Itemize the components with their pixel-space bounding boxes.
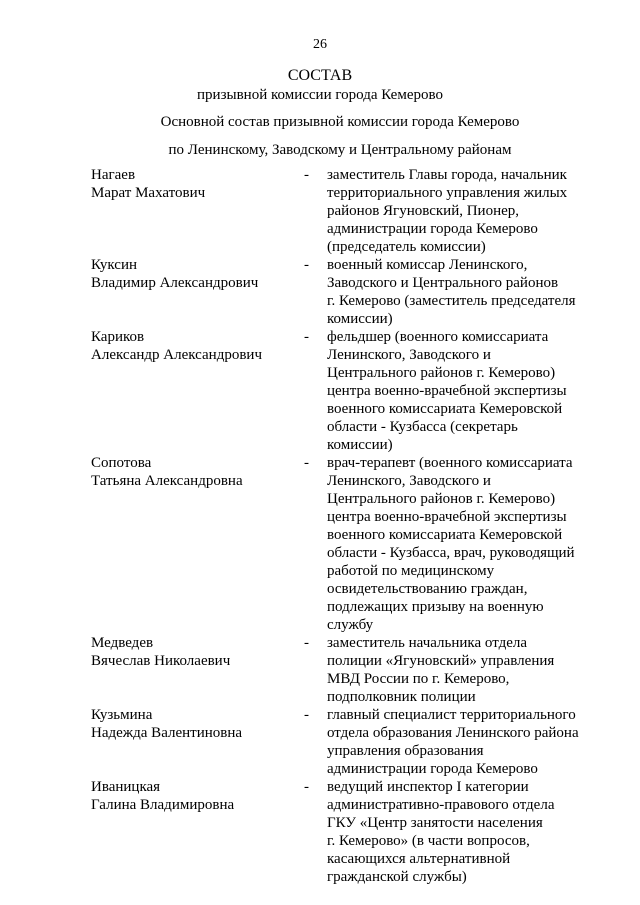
member-position-line: управления образования [327, 743, 484, 759]
member-given-names: Вячеслав Николаевич [91, 653, 231, 669]
member-dash: - [304, 257, 309, 273]
member-position-line: области - Кузбасса (секретарь [327, 419, 518, 435]
member-position-line: Ленинского, Заводского и [327, 347, 491, 363]
member-dash: - [304, 455, 309, 471]
member-position-line: военного комиссариата Кемеровской [327, 401, 563, 417]
member-position [327, 706, 597, 778]
member-position-line: центра военно-врачебной экспертизы [327, 509, 567, 525]
member-position-line: территориального управления жилых [327, 185, 568, 201]
member-position-line: области - Кузбасса, врач, руководящий [327, 545, 575, 561]
member-position-line: освидетельствованию граждан, [327, 581, 528, 597]
member-row [91, 454, 601, 634]
member-row [91, 706, 601, 778]
member-row [91, 634, 601, 706]
member-row [91, 328, 601, 454]
document-title: СОСТАВ [287, 67, 353, 84]
member-position-line: касающихся альтернативной [327, 851, 511, 867]
member-dash: - [304, 329, 309, 345]
section-heading-main: Основной состав призывной комиссии города Кемерово [160, 114, 520, 130]
member-position [327, 166, 597, 256]
member-row [91, 166, 601, 256]
member-position [327, 328, 597, 454]
member-surname: Кузьмина [91, 707, 153, 723]
member-name [91, 328, 304, 454]
member-position [327, 634, 597, 706]
member-position-line: (председатель комиссии) [327, 239, 486, 255]
member-dash: - [304, 779, 309, 795]
member-position-line: заместитель начальника отдела [327, 635, 527, 651]
members-list [91, 166, 601, 886]
member-name [91, 166, 304, 256]
member-name [91, 706, 304, 778]
member-position-line: врач-терапевт (военного комиссариата [327, 455, 573, 471]
member-name [91, 634, 304, 706]
member-position-line: отдела образования Ленинского района [327, 725, 579, 741]
member-dash: - [304, 635, 309, 651]
member-position-line: гражданской службы) [327, 869, 467, 885]
member-surname: Кариков [91, 329, 145, 345]
member-position-line: Ленинского, Заводского и [327, 473, 491, 489]
member-position-line: администрации города Кемерово [327, 761, 538, 777]
member-position-line: службу [327, 617, 374, 633]
section-heading-districts: по Ленинскому, Заводскому и Центральному районам [168, 142, 512, 158]
member-row [91, 778, 601, 886]
member-row [91, 256, 601, 328]
member-position-line: подлежащих призыву на военную [327, 599, 544, 615]
member-surname: Иваницкая [91, 779, 161, 795]
member-position-line: администрации города Кемерово [327, 221, 538, 237]
member-given-names: Марат Махатович [91, 185, 206, 201]
member-position-line: районов Ягуновский, Пионер, [327, 203, 520, 219]
member-position-line: военного комиссариата Кемеровской [327, 527, 563, 543]
member-given-names: Надежда Валентиновна [91, 725, 243, 741]
member-position-line: Центрального районов г. Кемерово) [327, 491, 556, 507]
page-number: 26 [313, 37, 327, 52]
member-name [91, 778, 304, 886]
member-position-line: полиции «Ягуновский» управления [327, 653, 555, 669]
member-position-line: центра военно-врачебной экспертизы [327, 383, 567, 399]
member-given-names: Галина Владимировна [91, 797, 235, 813]
member-position-line: ГКУ «Центр занятости населения [327, 815, 543, 831]
member-position-line: г. Кемерово (заместитель председателя [327, 293, 576, 309]
member-position-line: Заводского и Центрального районов [327, 275, 559, 291]
member-name [91, 454, 304, 634]
member-position-line: комиссии) [327, 311, 393, 327]
member-position-line: заместитель Главы города, начальник [327, 167, 567, 183]
member-position-line: МВД России по г. Кемерово, [327, 671, 510, 687]
member-position-line: фельдшер (военного комиссариата [327, 329, 549, 345]
member-position [327, 256, 597, 328]
member-position-line: г. Кемерово» (в части вопросов, [327, 833, 530, 849]
member-position-line: ведущий инспектор I категории [327, 779, 529, 795]
member-surname: Медведев [91, 635, 154, 651]
member-surname: Сопотова [91, 455, 152, 471]
member-given-names: Александр Александрович [91, 347, 262, 363]
member-position-line: Центрального районов г. Кемерово) [327, 365, 556, 381]
member-dash: - [304, 167, 309, 183]
member-surname: Куксин [91, 257, 138, 273]
member-position [327, 454, 597, 634]
member-surname: Нагаев [91, 167, 136, 183]
member-position [327, 778, 597, 886]
member-position-line: административно-правового отдела [327, 797, 555, 813]
member-position-line: главный специалист территориального [327, 707, 576, 723]
member-name [91, 256, 304, 328]
member-given-names: Владимир Александрович [91, 275, 259, 291]
member-position-line: комиссии) [327, 437, 393, 453]
member-position-line: военный комиссар Ленинского, [327, 257, 528, 273]
member-dash: - [304, 707, 309, 723]
member-given-names: Татьяна Александровна [91, 473, 243, 489]
document-subtitle: призывной комиссии города Кемерово [197, 87, 443, 103]
member-position-line: работой по медицинскому [327, 563, 495, 579]
member-position-line: подполковник полиции [327, 689, 476, 705]
